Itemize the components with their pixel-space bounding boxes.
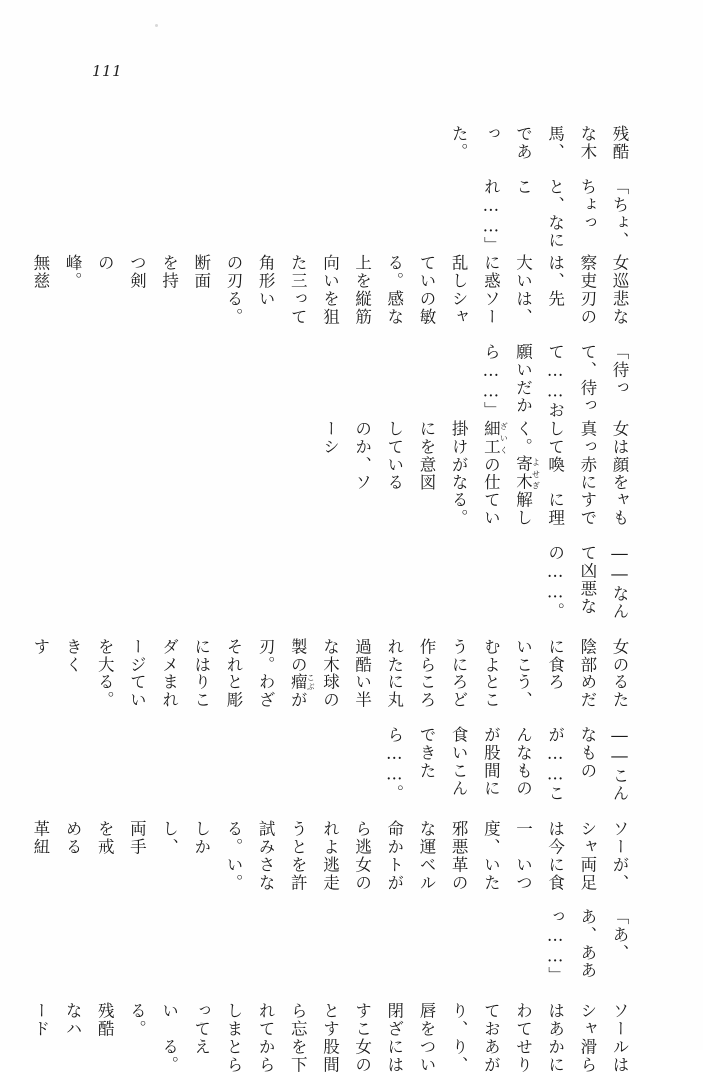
ruby-zaiku: 細工 ざいく [481,419,509,456]
paragraph: 「待って、待って……お願いだから……」 [481,343,629,420]
paragraph: 残酷な木馬、であった。 [449,125,629,161]
paragraph: ソーシャはあわてており、唇を閉ざすことすら忘れてしまっている。残酷なハード [30,1002,629,1038]
paragraph-with-ruby: 女は顔を真っ赤にして喚く。寄木 よせぎ細工 ざいくの仕掛けがなにを意図しているのか、ソーシ [320,419,629,492]
paragraph: 「ちょ、ちょっと、なにこれ……」 [481,177,629,255]
paragraph: 悲な刃の先は、ソーシャの敏感な縦筋を狙っている。 [223,290,629,326]
paragraph: ――こんなものが……こんなものが股間に食いこんできたら……。 [384,726,629,803]
page-number: 111 [92,62,123,80]
vertical-text-body [30,108,635,1074]
paragraph: 女の陰部に食いこむように作られた過酷な木製の刃。それにはダメージを大きくす [30,637,629,674]
ruby-yosegi: 寄木 よせぎ [513,455,541,492]
paragraph: 女巡察吏は、大いに惑乱している。上を向いた三角形の刃断面を持つ剣の峰。無慈 [30,254,629,291]
paragraph-with-ruby: るためだろう、ところどころに丸い半球の瘤 こぶがわざと彫りこまれている。 [95,673,629,710]
paragraph: が、両足に食いついた革のベルトが女の逃走を許さない。 [223,855,629,892]
ruby-kobu: 瘤 こぶ [288,673,316,692]
scan-artifact-dot [155,24,158,27]
paragraph: ャもすでに理解している。 [449,491,629,528]
paragraph: ルは滑らかにせりあがり、ついには女の股間を下からとらえる。 [159,1037,629,1074]
paragraph: ソーシャは今一度、邪悪な運命から逃れようと試みる。しかし、両手を戒める革紐 [30,819,629,856]
paragraph: ――なんて凶悪なの……。 [545,544,629,621]
paragraph: 「あ、あ、ああっ……」 [545,908,629,986]
